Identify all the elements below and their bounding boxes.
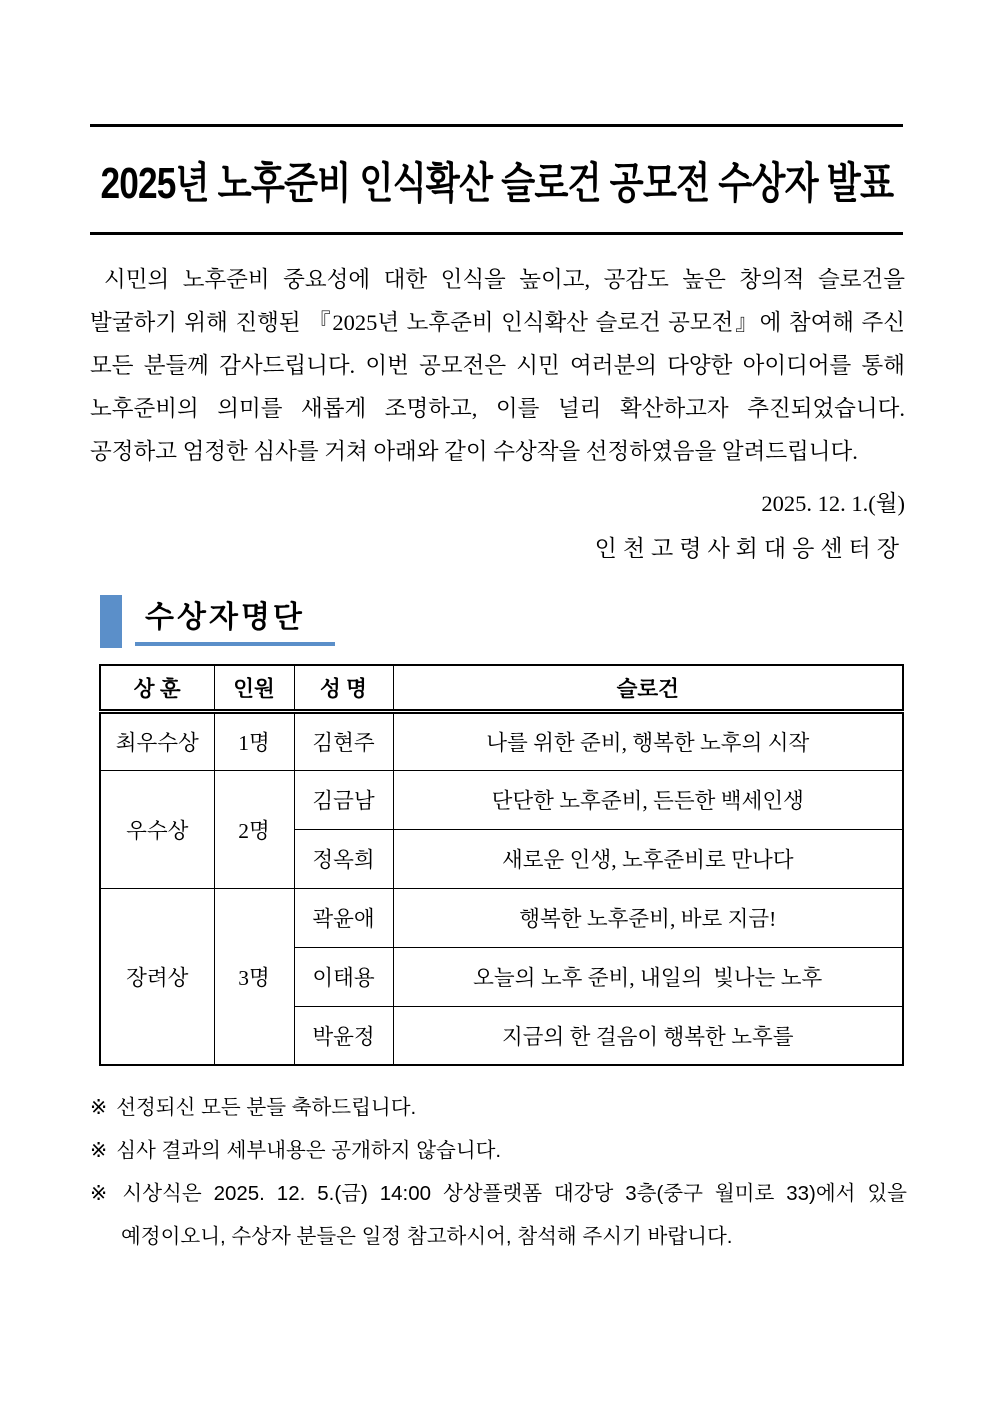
- signature-line: 인천고령사회대응센터장: [594, 536, 905, 561]
- slogan-cell: 나를 위한 준비, 행복한 노후의 시작: [393, 711, 903, 770]
- award-cell: 장려상: [100, 888, 214, 1065]
- note-marker-icon: ※: [90, 1139, 108, 1162]
- note-item: [90, 1129, 907, 1172]
- note-marker-icon: ※: [90, 1182, 114, 1205]
- award-cell: 최우수상: [100, 711, 214, 770]
- name-cell: 곽윤애: [294, 888, 393, 947]
- slogan-cell: 단단한 노후준비, 든든한 백세인생: [393, 770, 903, 829]
- name-cell: 박윤정: [294, 1006, 393, 1065]
- notes-section: [90, 1086, 907, 1258]
- count-cell: 1명: [214, 711, 294, 770]
- note-item: [90, 1086, 907, 1129]
- note-text: 심사 결과의 세부내용은 공개하지 않습니다.: [116, 1139, 502, 1162]
- slogan-cell: 새로운 인생, 노후준비로 만나다: [393, 829, 903, 888]
- note-text: 선정되신 모든 분들 축하드립니다.: [116, 1096, 417, 1119]
- name-cell: 정옥희: [294, 829, 393, 888]
- table-row: [100, 888, 903, 947]
- winners-table: [99, 664, 904, 1066]
- date-line: 2025. 12. 1.(월): [761, 491, 905, 516]
- table-row: [100, 711, 903, 770]
- section-header: [100, 595, 905, 648]
- award-cell: 우수상: [100, 770, 214, 888]
- col-header-count: 인원: [214, 665, 294, 711]
- note-text: 시상식은 2025. 12. 5.(금) 14:00 상상플랫폼 대강당 3층(중구 월미로 33)에서 있을 예정이오니, 수상자 분들은 일정 참고하시어, 참석해 주시기 바랍니다.: [121, 1182, 907, 1248]
- col-header-award: 상 훈: [100, 665, 214, 711]
- note-marker-icon: ※: [90, 1096, 108, 1119]
- col-header-slogan: 슬로건: [393, 665, 903, 711]
- table-header-row: [100, 665, 903, 711]
- count-cell: 2명: [214, 770, 294, 888]
- table-row: [100, 770, 903, 829]
- document-title: 2025년 노후준비 인식확산 슬로건 공모전 수상자 발표: [100, 158, 893, 208]
- name-cell: 김현주: [294, 711, 393, 770]
- note-item: [90, 1172, 907, 1258]
- col-header-name: 성 명: [294, 665, 393, 711]
- slogan-cell: 행복한 노후준비, 바로 지금!: [393, 888, 903, 947]
- slogan-cell: 지금의 한 걸음이 행복한 노후를: [393, 1006, 903, 1065]
- name-cell: 이태용: [294, 947, 393, 1006]
- section-title: 수상자명단: [135, 595, 335, 646]
- name-cell: 김금남: [294, 770, 393, 829]
- slogan-cell: 오늘의 노후 준비, 내일의 빛나는 노후: [393, 947, 903, 1006]
- count-cell: 3명: [214, 888, 294, 1065]
- accent-bar-icon: [100, 595, 122, 648]
- intro-paragraph: 시민의 노후준비 중요성에 대한 인식을 높이고, 공감도 높은 창의적 슬로건을 발굴하기 위해 진행된 『2025년 노후준비 인식확산 슬로건 공모전』에 참여해 주신 모든 분들께 감사드립니다. 이번 공모전은 시민 여러분의 다양한 아이디어를 통해 노후준비의 의미를 새롭게 조명하고, 이를 널리 확산하고자 추진되었습니다. 공정하고 엄정한 심사를 거쳐 아래와 같이 수상작을 선정하였음을 알려드립니다.: [90, 267, 905, 464]
- title-block: [90, 124, 903, 235]
